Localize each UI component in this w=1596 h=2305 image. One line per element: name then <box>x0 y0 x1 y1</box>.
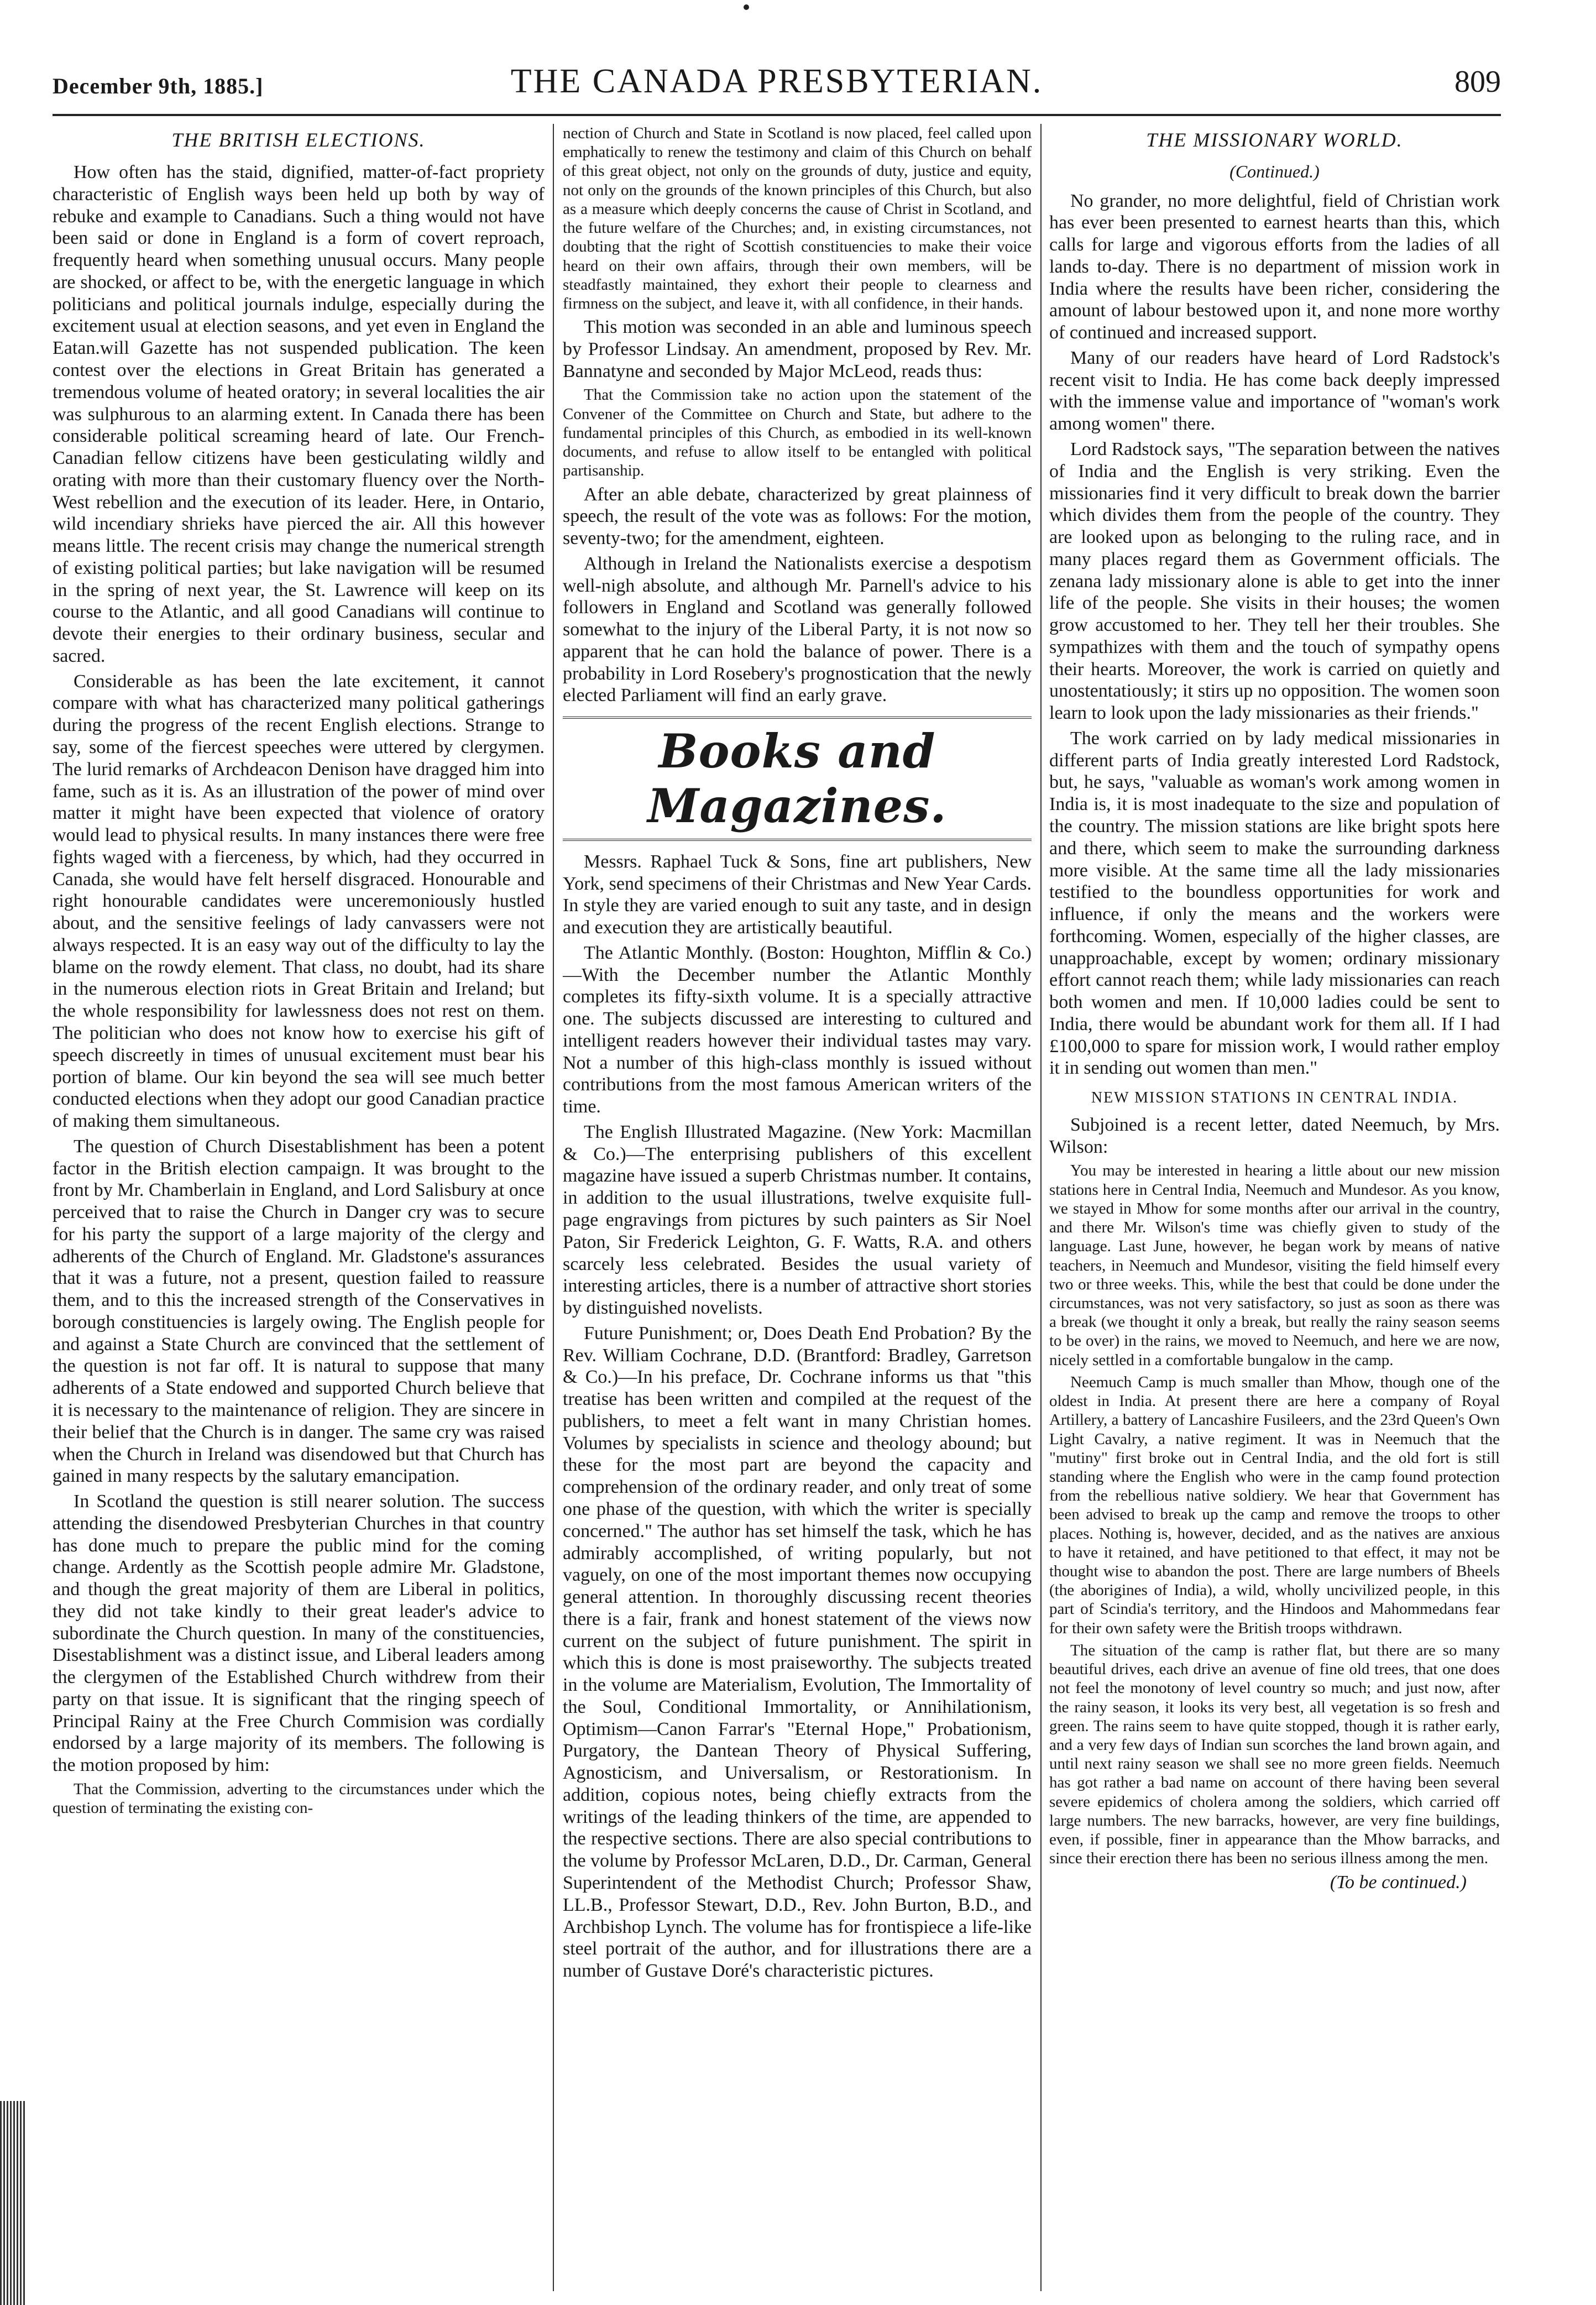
review-paragraph: The English Illustrated Magazine. (New York: Macmillan & Co.)—The enterprising publishers of this excellent magazine have issued a superb Christmas number. It contains, in addition to the usual illustrations, twelve exquisite full-page engravings from pictures by such painters as Sir Noel Paton, Sir Frederick Leighton, G. F. Watts, R.A. and others scarcely less celebrated. Besides the usual variety of interesting articles, there is a number of attractive short stories by distinguished novelists. <box>563 1121 1032 1319</box>
article-heading-british-elections: THE BRITISH ELECTIONS. <box>171 129 426 151</box>
column-2 <box>563 124 1032 2291</box>
newspaper-title: THE CANADA PRESBYTERIAN. <box>510 62 1043 100</box>
article-paragraph: Considerable as has been the late excitement, it cannot compare with what has characterized many political gatherings during the progress of the recent English elections. Strange to say, some of the fiercest speeches were uttered by clergymen. The lurid remarks of Archdeacon Denison have dragged him into fame, such as it is. As an illustration of the power of mind over matter it might have been expected that violence of oratory would lead to physical results. In many instances there were free fights waged with a fierceness, by which, had they occurred in Canada, she would have felt herself disgraced. Honourable and right honourable candidates were unceremoniously hustled about, and the sensitive feelings of lady canvassers were not always respected. It is an easy way out of the difficulty to lay the blame on the rowdy element. That class, no doubt, had its share in the numerous election riots in Great Britain and Ireland; but the whole responsibility for lawlessness does not rest on them. The politician who does not know how to exercise his gift of speech discreetly in times of unusual excitement must bear his portion of blame. Our kin beyond the sea will see much better conducted elections when they adopt our good Canadian practice of making them simultaneous. <box>53 671 545 1132</box>
article-heading-missionary-world: THE MISSIONARY WORLD. <box>1146 129 1403 151</box>
section-banner-books-magazines: Books and Magazines. <box>563 717 1032 841</box>
amendment-text: That the Commission take no action upon the statement of the Convener of the Committee on Church and State, but adhere to the fundamental principles of this Church, as embodied in its well-known documents, and refuse to allow itself to be entangled with political partisanship. <box>563 386 1032 480</box>
article-paragraph: The question of Church Disestablishment has been a potent factor in the British election campaign. It was brought to the front by Mr. Chamberlain in England, and Lord Salisbury at once perceived that to raise the Church in Danger cry was to secure for his party the support of a large majority of the clergy and adherents of the Church of England. Mr. Gladstone's assurances that it was a future, not a present, question failed to reassure them, and to this the increased strength of the Conservatives in borough constituencies is largely owing. The English people for and against a State Church are convinced that the settlement of the question is not far off. It is natural to suppose that many adherents of a State endowed and supported Church believe that it is necessary to the maintenance of religion. They are sincere in their belief that the Church is in danger. The same cry was raised when the Church in Ireland was disendowed but that Church has gained in many respects by the salutary emancipation. <box>53 1136 545 1487</box>
article-paragraph: This motion was seconded in an able and luminous speech by Professor Lindsay. An amendment, proposed by Rev. Mr. Bannatyne and seconded by Major McLeod, reads thus: <box>563 317 1032 381</box>
masthead-rule <box>53 114 1501 116</box>
article-paragraph: Lord Radstock says, "The separation between the natives of India and the English is very striking. Even the missionaries find it very difficult to break down the barrier which divides them from the people of the country. They are looked upon as belonging to the ruling race, and in many places regard them as Government officials. The zenana lady missionary alone is able to get into the inner life of the people. She visits in their houses; the women grow accustomed to her. They tell her their troubles. She sympathizes with them and the touch of sympathy opens their hearts. Moreover, the work is carried on quietly and unostentatiously; it stirs up no opposition. The women soon learn to look upon the lady missionaries as their friends." <box>1049 438 1500 724</box>
review-paragraph: Messrs. Raphael Tuck & Sons, fine art publishers, New York, send specimens of their Christmas and New Year Cards. In style they are varied enough to suit any taste, and in design and execution they are artistically beautiful. <box>563 851 1032 938</box>
continued-note: (Continued.) <box>1229 161 1320 182</box>
article-paragraph: How often has the staid, dignified, matter-of-fact propriety characteristic of English ways been held up both by way of rebuke and example to Canadians. Such a thing would not have been said or done in England is a form of covert reproach, frequently heard when something unusual occurs. Many people are shocked, or affect to be, with the energetic language in which politicians and political journals indulge, especially during the excitement usual at election seasons, and yet even in England the Eatan.will Gazette has not suspended publication. The keen contest over the elections in Great Britain has generated a tremendous volume of heated oratory; in several localities the air was sulphurous to an alarming extent. In Canada there has been considerable political screaming heard of late. Our French-Canadian fellow citizens have been gesticulating wildly and orating with more than their customary fluency over the North-West rebellion and the execution of its leader. Here, in Ontario, wild incendiary shrieks have pierced the air. All this however means little. The recent crisis may change the numerical strength of existing political parties; but lake navigation will be resumed in the spring of next year, the St. Lawrence will keep on its course to the Atlantic, and all good Canadians will continue to devote their energies to their ordinary business, secular and sacred. <box>53 162 545 666</box>
column-divider <box>553 124 554 2291</box>
page-number: 809 <box>1454 65 1501 99</box>
article-paragraph: In Scotland the question is still nearer solution. The success attending the disendowed Presbyterian Churches in that country has done much to prepare the public mind for the coming change. Ardently as the Scottish people admire Mr. Gladstone, and though the great majority of them are Liberal in politics, they did not take kindly to their great leader's advice to subordinate the Church question. In many of the constituencies, Disestablishment was a distinct issue, and Liberal leaders among the clergymen of the Established Church withdrew from their party on that issue. It is significant that the ringing speech of Principal Rainy at the Free Church Commision was cordially endorsed by a large majority of its members. The following is the motion proposed by him: <box>53 1491 545 1776</box>
letter-paragraph: You may be interested in hearing a little about our new mission stations here in Central India, Neemuch and Mundesor. As you know, we stayed in Mhow for some months after our arrival in the country, and there Mr. Wilson's time was chiefly given to study of the language. Last June, however, he began work by means of native teachers, in Neemuch and Mundesor, visiting the field himself every two or three weeks. This, while the best that could be done under the circumstances, was not very satisfactory, so just as soon as there was a break (we thought it only a break, but really the rainy season seems to be over) in the rains, we moved to Neemuch, and here we are now, nicely settled in a comfortable bungalow in the camp. <box>1049 1162 1500 1369</box>
print-speck <box>744 4 749 10</box>
article-paragraph: No grander, no more delightful, field of Christian work has ever been presented to earnest hearts than this, which calls for large and vigorous efforts from the ladies of all lands to-day. There is no department of mission work in India where the results have been richer, considering the amount of labour bestowed upon it, and none more worthy of continued and increased support. <box>1049 190 1500 343</box>
article-paragraph: Many of our readers have heard of Lord Radstock's recent visit to India. He has come back deeply impressed with the immense value and importance of "woman's work among women" there. <box>1049 347 1500 435</box>
review-paragraph: Future Punishment; or, Does Death End Probation? By the Rev. William Cochrane, D.D. (Brantford: Bradley, Garretson & Co.)—In his preface, Dr. Cochrane informs us that "this treatise has been written and compiled at the request of the publishers, to meet a felt want in many Christian homes. Volumes by specialists in science and theology abound; but these for the most part are beyond the capacity and comprehension of the ordinary reader, and only treat of some one phase of the question, with which the writer is specially concerned." The author has set himself the task, which he has admirably accomplished, of writing popularly, but not vaguely, on one of the most important themes now occupying general attention. In thoroughly discussing recent theories there is a fair, frank and honest statement of the views now current on the subject of future punishment. The spirit in which this is done is most praiseworthy. The subjects treated in the volume are Materialism, Evolution, The Immortality of the Soul, Conditional Immortality, or Annihilationism, Optimism—Canon Farrar's "Eternal Hope," Probationism, Purgatory, the Dantean Theory of Physical Suffering, Agnosticism, and Universalism, or Restorationism. In addition, copious notes, being chiefly extracts from the writings of the leading thinkers of the time, are appended to the respective sections. There are also special contributions to the volume by Professor McLaren, D.D., Dr. Carman, General Superintendent of the Methodist Church; Professor Shaw, LL.B., Professor Stewart, D.D., Rev. John Burton, B.D., and Archbishop Lynch. The volume has for frontispiece a life-like steel portrait of the author, and for illustrations there are a number of Gustave Doré's characteristic pictures. <box>563 1323 1032 1982</box>
article-paragraph: After an able debate, characterized by great plainness of speech, the result of the vote was as follows: For the motion, seventy-two; for the amendment, eighteen. <box>563 484 1032 549</box>
article-paragraph: Although in Ireland the Nationalists exercise a despotism well-nigh absolute, and although Mr. Parnell's advice to his followers in England and Scotland was generally followed somewhat to the injury of the Liberal Party, it is not now so apparent that he can hold the balance of power. There is a probability in Lord Rosebery's prognostication that the newly elected Parliament will find an early grave. <box>563 553 1032 706</box>
scan-edge <box>0 2101 25 2305</box>
article-paragraph: Subjoined is a recent letter, dated Neemuch, by Mrs. Wilson: <box>1049 1114 1500 1157</box>
review-paragraph: The Atlantic Monthly. (Boston: Houghton, Mifflin & Co.)—With the December number the Atlantic Monthly completes its fifty-sixth volume. It is a specially attractive one. The subjects discussed are interesting to cultured and intelligent readers however their individual tastes may vary. Not a number of this high-class monthly is issued without contributions from the most famous American writers of the time. <box>563 942 1032 1117</box>
resolution-text: That the Commission, adverting to the circumstances under which the question of terminating the existing con- <box>53 1780 545 1817</box>
to-be-continued: (To be continued.) <box>1330 1872 1467 1893</box>
issue-date: December 9th, 1885.] <box>53 74 264 98</box>
article-paragraph: The work carried on by lady medical missionaries in different parts of India greatly interested Lord Radstock, but, he says, "valuable as woman's work among women in India is, it is most inadequate to the size and population of the country. The mission stations are like bright spots here and there, which seem to make the surrounding darkness more visible. At the same time all the lady missionaries testified to the boundless opportunities for work and influence, if only the means and the workers were forthcoming. Women, especially of the higher classes, are unapproachable, except by women; ordinary missionary effort cannot reach them; while lady missionaries can reach both women and men. If 10,000 ladies could be sent to India, there would be abundant work for them all. If I had £100,000 to spare for mission work, I would rather employ it in sending out women than men." <box>1049 728 1500 1079</box>
masthead <box>53 62 1501 112</box>
column-3 <box>1049 124 1500 2291</box>
letter-paragraph: Neemuch Camp is much smaller than Mhow, though one of the oldest in India. At present there are here a company of Royal Artillery, a battery of Lancashire Fusileers, and the 23rd Queen's Own Light Cavalry, a native regiment. It was in Neemuch that the "mutiny" first broke out in Central India, and the old fort is still standing where the English who were in the camp found protection from the rebellious native soldiery. We hear that Government has been advised to break up the camp and remove the troops to other places. Nothing is, however, decided, and as the natives are anxious to have it retained, and have petitioned to that effect, it may not be thought wise to abandon the post. There are large numbers of Bheels (the aborigines of India), a wild, wholly uncivilized people, in this part of Scindia's territory, and the Hindoos and Mahommedans fear for their own safety were the British troops withdrawn. <box>1049 1373 1500 1637</box>
section-heading-new-mission-stations: NEW MISSION STATIONS IN CENTRAL INDIA. <box>1091 1089 1458 1107</box>
letter-paragraph: The situation of the camp is rather flat, but there are so many beautiful drives, each drive an avenue of fine old trees, that one does not feel the monotony of level country so much; and just now, after the rainy season, it looks its very best, all vegetation is so fresh and green. The rains seem to have quite stopped, though it is rather early, and a very few days of Indian sun scorches the land brown again, and until next rainy season we shall see no more green fields. Neemuch has got rather a bad name on account of there having been several severe epidemics of cholera among the soldiers, which carried off large numbers. The new barracks, however, are very fine buildings, even, if possible, finer in appearance than the Mhow barracks, and since their erection there has been no serious illness among the men. <box>1049 1641 1500 1868</box>
column-1 <box>53 124 545 2291</box>
resolution-text: nection of Church and State in Scotland is now placed, feel called upon emphatically to renew the testimony and claim of this Church on behalf of this great object, not only on the grounds of duty, justice and equity, not only on the grounds of the known principles of this Church, but also as a measure which deeply concerns the cause of Christ in Scotland, and the future welfare of the Churches; and, in existing circumstances, not doubting that the right of Scottish constituencies to make their voice heard on their own affairs, through their own members, will be steadfastly maintained, they exhort their people to clearness and firmness on the subject, and leave it, with all confidence, in their hands. <box>563 124 1032 312</box>
column-divider <box>1040 124 1042 2291</box>
